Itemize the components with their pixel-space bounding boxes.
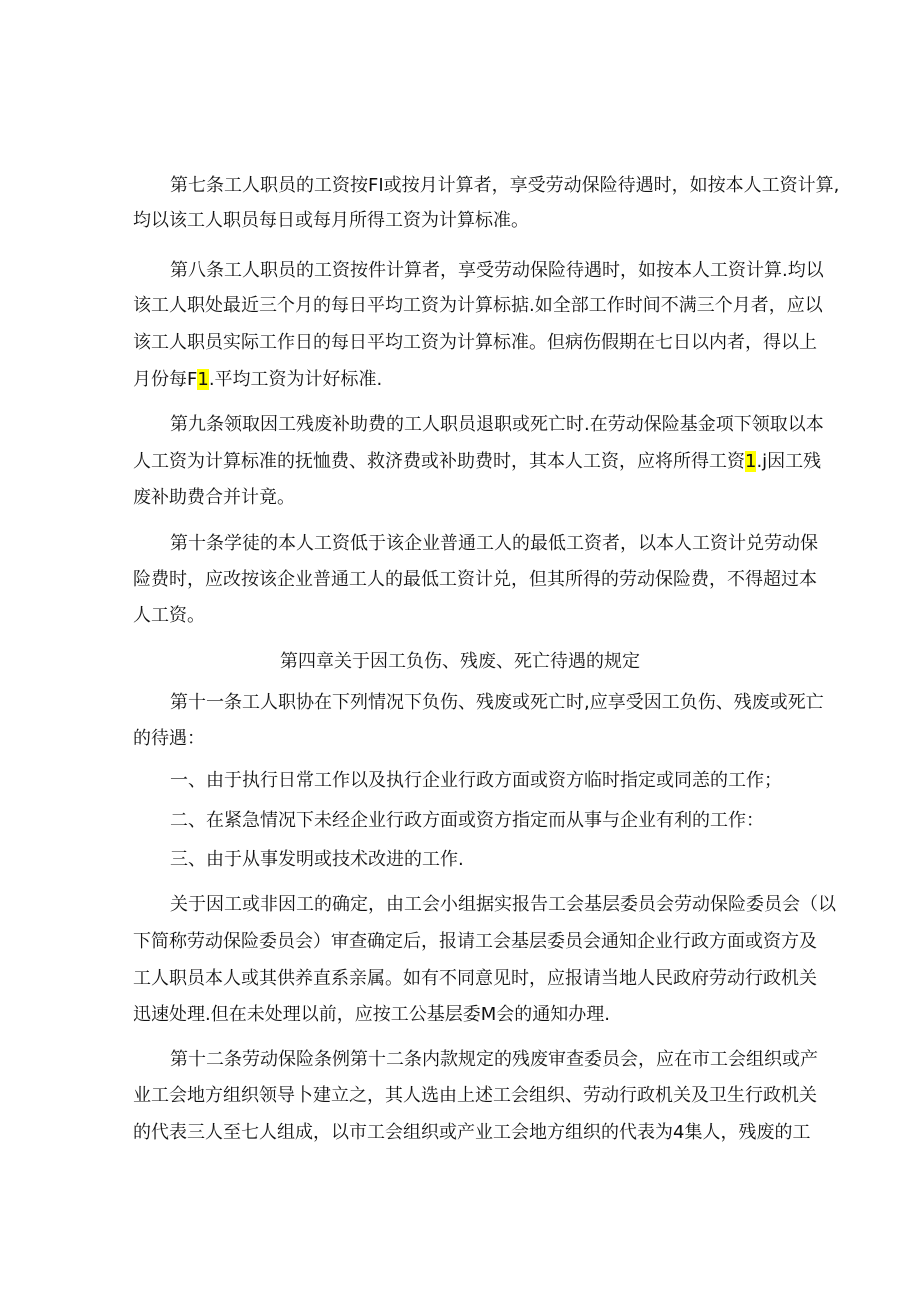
text-line <box>133 367 793 393</box>
text-line: 业工会地方组织领导卜建立之，其人选由上述工会组织、劳动行政机关及卫生行政机关 <box>133 1085 817 1106</box>
text-line: 废补助费合并计竟。 <box>133 487 295 508</box>
text-line: 该工人职处最近三个月的每日平均工资为计算标掂.如全部工作时间不满三个月者，应以 <box>133 295 823 316</box>
text-line: 该工人职员实际工作日的每日平均工资为计算标准。但病伤假期在七日以内者，得以上 <box>133 332 817 353</box>
chapter-heading: 第四章关于因工负伤、残废、死亡待遇的规定 <box>280 651 640 672</box>
text-line: 的待遇： <box>133 728 205 749</box>
list-item: 三、由于从事发明或技术改进的工作. <box>170 849 464 870</box>
text-line <box>133 449 822 475</box>
text-line: 第八条工人职员的工资按件计算者，享受劳动保险待遇时，如按本人工资计算.均以 <box>170 260 824 281</box>
text-line: 关于因工或非因工的确定，由工会小组据实报告工会基层委员会劳动保险委员会（以 <box>170 894 836 915</box>
text-line: 险费时，应改按该企业普通工人的最低工资计兑，但其所得的劳动保险费，不得超过本 <box>133 569 817 590</box>
text-segment: .平均工资为计好标准. <box>208 369 383 390</box>
text-line: 均以该工人职员每日或每月所得工资为计算标准。 <box>133 210 529 231</box>
text-line: 第十一条工人职协在下列情况下负伤、残废或死亡时,应享受因工负伤、残废或死亡 <box>170 692 824 713</box>
text-line: 第九条领取因工残废补助费的工人职员退职或死亡时.在劳动保险基金项下领取以本 <box>170 414 824 435</box>
text-line: 第十条学徒的本人工资低于该企业普通工人的最低工资者，以本人工资计兑劳动保 <box>170 533 818 554</box>
text-segment: 月份每F <box>133 369 198 390</box>
highlighted-text: 1 <box>745 451 757 472</box>
list-item: 一、由于执行日常工作以及执行企业行政方面或资方临时指定或同恙的工作； <box>170 770 782 791</box>
text-line: 第七条工人职员的工资按FI或按月计算者，享受劳动保险待遇时，如按本人工资计算, <box>170 175 840 196</box>
text-segment: 人工资为计算标准的抚恤费、救济费或补助费时，其本人工资，应将所得工资 <box>133 451 745 472</box>
text-line: 人工资。 <box>133 605 205 626</box>
list-item: 二、在紧急情况下未经企业行政方面或资方指定而从事与企业有利的工作： <box>170 810 764 831</box>
text-line: 第十二条劳动保险条例第十二条内款规定的残废审查委员会，应在市工会组织或产 <box>170 1049 818 1070</box>
highlighted-text: 1 <box>197 369 209 390</box>
text-segment: .j因工残 <box>756 451 822 472</box>
text-line: 下简称劳动保险委员会）审查确定后，报请工会基层委员会通知企业行政方面或资方及 <box>133 931 817 952</box>
text-line: 工人职员本人或其供养直系亲属。如有不同意见时，应报请当地人民政府劳动行政机关 <box>133 968 817 989</box>
text-line: 的代表三人至七人组成，以市工会组织或产业工会地方组织的代表为4集人，残废的工 <box>133 1122 811 1143</box>
text-line: 迅速处理.但在未处理以前，应按工公基层委M会的通知办理. <box>133 1004 610 1025</box>
